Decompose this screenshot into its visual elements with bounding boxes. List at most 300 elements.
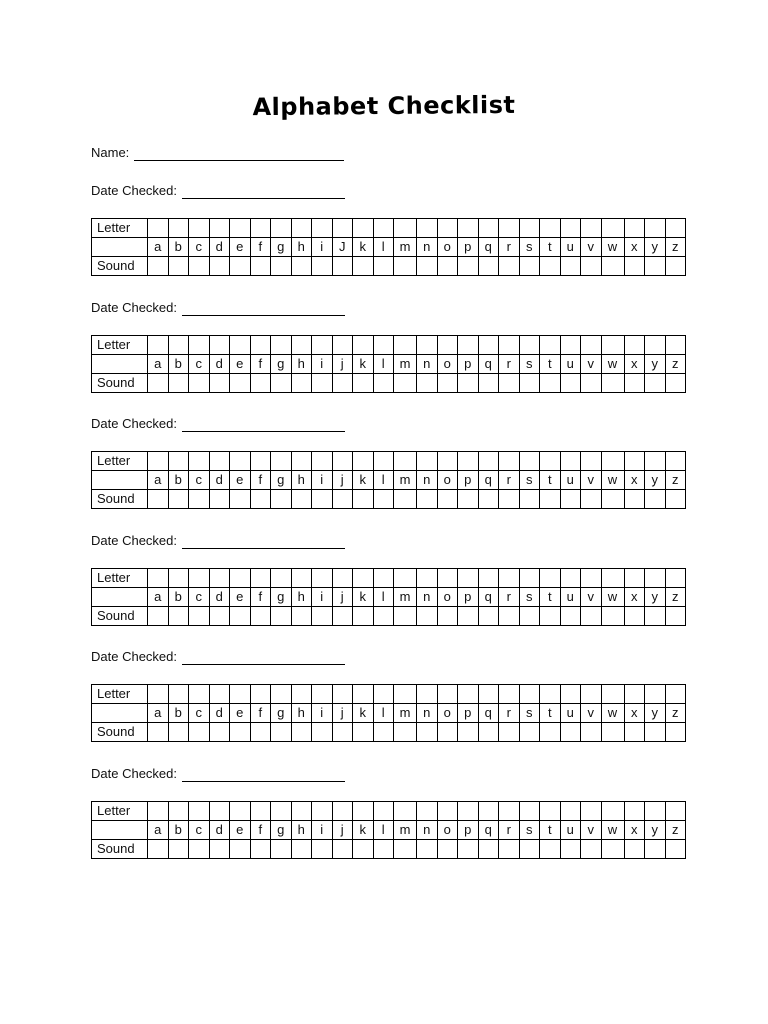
sound-check-cell[interactable] — [189, 257, 210, 276]
sound-check-cell[interactable] — [540, 374, 561, 393]
sound-check-cell[interactable] — [189, 607, 210, 626]
letter-check-cell[interactable] — [478, 219, 499, 238]
letter-check-cell[interactable] — [373, 802, 394, 821]
letter-check-cell[interactable] — [665, 452, 686, 471]
letter-check-cell[interactable] — [478, 685, 499, 704]
sound-check-cell[interactable] — [189, 490, 210, 509]
letter-check-cell[interactable] — [645, 685, 666, 704]
sound-check-cell[interactable] — [230, 723, 251, 742]
sound-check-cell[interactable] — [250, 257, 271, 276]
sound-check-cell[interactable] — [271, 374, 292, 393]
sound-check-cell[interactable] — [601, 374, 624, 393]
letter-check-cell[interactable] — [312, 802, 333, 821]
letter-check-cell[interactable] — [417, 569, 438, 588]
letter-check-cell[interactable] — [250, 336, 271, 355]
letter-check-cell[interactable] — [437, 219, 458, 238]
sound-check-cell[interactable] — [560, 490, 581, 509]
letter-check-cell[interactable] — [189, 685, 210, 704]
sound-check-cell[interactable] — [373, 490, 394, 509]
letter-check-cell[interactable] — [601, 685, 624, 704]
sound-check-cell[interactable] — [353, 257, 374, 276]
letter-check-cell[interactable] — [230, 219, 251, 238]
sound-check-cell[interactable] — [665, 840, 686, 859]
sound-check-cell[interactable] — [437, 257, 458, 276]
sound-check-cell[interactable] — [624, 257, 645, 276]
letter-check-cell[interactable] — [581, 802, 602, 821]
letter-check-cell[interactable] — [353, 685, 374, 704]
letter-check-cell[interactable] — [581, 569, 602, 588]
sound-check-cell[interactable] — [624, 607, 645, 626]
letter-check-cell[interactable] — [665, 219, 686, 238]
letter-check-cell[interactable] — [499, 569, 520, 588]
sound-check-cell[interactable] — [271, 840, 292, 859]
letter-check-cell[interactable] — [624, 219, 645, 238]
letter-check-cell[interactable] — [291, 685, 312, 704]
letter-check-cell[interactable] — [499, 219, 520, 238]
sound-check-cell[interactable] — [168, 490, 189, 509]
sound-check-cell[interactable] — [540, 840, 561, 859]
letter-check-cell[interactable] — [332, 569, 353, 588]
letter-check-cell[interactable] — [209, 685, 230, 704]
sound-check-cell[interactable] — [499, 723, 520, 742]
letter-check-cell[interactable] — [230, 336, 251, 355]
letter-check-cell[interactable] — [458, 569, 479, 588]
sound-check-cell[interactable] — [291, 374, 312, 393]
date-checked-blank-line[interactable] — [182, 534, 345, 549]
sound-check-cell[interactable] — [601, 840, 624, 859]
sound-check-cell[interactable] — [148, 257, 169, 276]
letter-check-cell[interactable] — [624, 685, 645, 704]
sound-check-cell[interactable] — [499, 607, 520, 626]
sound-check-cell[interactable] — [189, 723, 210, 742]
letter-check-cell[interactable] — [332, 336, 353, 355]
sound-check-cell[interactable] — [458, 607, 479, 626]
sound-check-cell[interactable] — [148, 607, 169, 626]
letter-check-cell[interactable] — [540, 569, 561, 588]
sound-check-cell[interactable] — [624, 374, 645, 393]
sound-check-cell[interactable] — [332, 723, 353, 742]
sound-check-cell[interactable] — [148, 490, 169, 509]
sound-check-cell[interactable] — [332, 840, 353, 859]
letter-check-cell[interactable] — [148, 569, 169, 588]
date-checked-blank-line[interactable] — [182, 650, 345, 665]
letter-check-cell[interactable] — [394, 336, 417, 355]
letter-check-cell[interactable] — [168, 569, 189, 588]
sound-check-cell[interactable] — [373, 374, 394, 393]
letter-check-cell[interactable] — [189, 336, 210, 355]
letter-check-cell[interactable] — [665, 336, 686, 355]
sound-check-cell[interactable] — [353, 607, 374, 626]
sound-check-cell[interactable] — [665, 374, 686, 393]
sound-check-cell[interactable] — [394, 607, 417, 626]
sound-check-cell[interactable] — [645, 840, 666, 859]
letter-check-cell[interactable] — [437, 569, 458, 588]
letter-check-cell[interactable] — [665, 685, 686, 704]
sound-check-cell[interactable] — [312, 723, 333, 742]
letter-check-cell[interactable] — [168, 219, 189, 238]
letter-check-cell[interactable] — [560, 569, 581, 588]
sound-check-cell[interactable] — [312, 490, 333, 509]
letter-check-cell[interactable] — [665, 569, 686, 588]
letter-check-cell[interactable] — [478, 569, 499, 588]
sound-check-cell[interactable] — [417, 374, 438, 393]
letter-check-cell[interactable] — [394, 802, 417, 821]
letter-check-cell[interactable] — [560, 802, 581, 821]
letter-check-cell[interactable] — [271, 452, 292, 471]
sound-check-cell[interactable] — [601, 490, 624, 509]
sound-check-cell[interactable] — [312, 374, 333, 393]
sound-check-cell[interactable] — [394, 374, 417, 393]
sound-check-cell[interactable] — [168, 723, 189, 742]
sound-check-cell[interactable] — [665, 490, 686, 509]
letter-check-cell[interactable] — [312, 219, 333, 238]
letter-check-cell[interactable] — [645, 569, 666, 588]
sound-check-cell[interactable] — [250, 490, 271, 509]
sound-check-cell[interactable] — [581, 607, 602, 626]
letter-check-cell[interactable] — [250, 569, 271, 588]
letter-check-cell[interactable] — [540, 685, 561, 704]
letter-check-cell[interactable] — [271, 802, 292, 821]
sound-check-cell[interactable] — [353, 374, 374, 393]
letter-check-cell[interactable] — [540, 336, 561, 355]
letter-check-cell[interactable] — [230, 569, 251, 588]
sound-check-cell[interactable] — [353, 490, 374, 509]
sound-check-cell[interactable] — [332, 490, 353, 509]
sound-check-cell[interactable] — [645, 607, 666, 626]
letter-check-cell[interactable] — [417, 452, 438, 471]
letter-check-cell[interactable] — [499, 802, 520, 821]
sound-check-cell[interactable] — [519, 607, 540, 626]
letter-check-cell[interactable] — [230, 685, 251, 704]
letter-check-cell[interactable] — [458, 685, 479, 704]
sound-check-cell[interactable] — [478, 257, 499, 276]
sound-check-cell[interactable] — [458, 723, 479, 742]
sound-check-cell[interactable] — [458, 257, 479, 276]
letter-check-cell[interactable] — [560, 336, 581, 355]
letter-check-cell[interactable] — [437, 802, 458, 821]
sound-check-cell[interactable] — [417, 723, 438, 742]
letter-check-cell[interactable] — [581, 685, 602, 704]
letter-check-cell[interactable] — [645, 802, 666, 821]
sound-check-cell[interactable] — [271, 607, 292, 626]
sound-check-cell[interactable] — [168, 257, 189, 276]
sound-check-cell[interactable] — [312, 257, 333, 276]
letter-check-cell[interactable] — [250, 685, 271, 704]
letter-check-cell[interactable] — [458, 336, 479, 355]
sound-check-cell[interactable] — [581, 490, 602, 509]
letter-check-cell[interactable] — [560, 452, 581, 471]
sound-check-cell[interactable] — [373, 257, 394, 276]
letter-check-cell[interactable] — [581, 336, 602, 355]
sound-check-cell[interactable] — [250, 607, 271, 626]
sound-check-cell[interactable] — [250, 723, 271, 742]
sound-check-cell[interactable] — [478, 723, 499, 742]
letter-check-cell[interactable] — [353, 452, 374, 471]
letter-check-cell[interactable] — [312, 569, 333, 588]
sound-check-cell[interactable] — [581, 374, 602, 393]
sound-check-cell[interactable] — [437, 723, 458, 742]
letter-check-cell[interactable] — [417, 802, 438, 821]
letter-check-cell[interactable] — [373, 569, 394, 588]
letter-check-cell[interactable] — [665, 802, 686, 821]
letter-check-cell[interactable] — [230, 452, 251, 471]
letter-check-cell[interactable] — [332, 219, 353, 238]
sound-check-cell[interactable] — [394, 723, 417, 742]
sound-check-cell[interactable] — [581, 257, 602, 276]
sound-check-cell[interactable] — [499, 490, 520, 509]
letter-check-cell[interactable] — [209, 569, 230, 588]
sound-check-cell[interactable] — [645, 257, 666, 276]
letter-check-cell[interactable] — [560, 219, 581, 238]
letter-check-cell[interactable] — [353, 336, 374, 355]
letter-check-cell[interactable] — [437, 452, 458, 471]
sound-check-cell[interactable] — [560, 257, 581, 276]
sound-check-cell[interactable] — [291, 840, 312, 859]
sound-check-cell[interactable] — [540, 607, 561, 626]
sound-check-cell[interactable] — [168, 840, 189, 859]
letter-check-cell[interactable] — [499, 452, 520, 471]
letter-check-cell[interactable] — [168, 802, 189, 821]
sound-check-cell[interactable] — [417, 490, 438, 509]
sound-check-cell[interactable] — [519, 723, 540, 742]
sound-check-cell[interactable] — [250, 840, 271, 859]
sound-check-cell[interactable] — [148, 840, 169, 859]
letter-check-cell[interactable] — [540, 452, 561, 471]
letter-check-cell[interactable] — [499, 685, 520, 704]
sound-check-cell[interactable] — [478, 607, 499, 626]
sound-check-cell[interactable] — [601, 607, 624, 626]
letter-check-cell[interactable] — [519, 452, 540, 471]
sound-check-cell[interactable] — [250, 374, 271, 393]
letter-check-cell[interactable] — [373, 336, 394, 355]
letter-check-cell[interactable] — [353, 569, 374, 588]
sound-check-cell[interactable] — [458, 840, 479, 859]
sound-check-cell[interactable] — [209, 374, 230, 393]
letter-check-cell[interactable] — [519, 219, 540, 238]
letter-check-cell[interactable] — [373, 219, 394, 238]
letter-check-cell[interactable] — [394, 569, 417, 588]
letter-check-cell[interactable] — [312, 685, 333, 704]
letter-check-cell[interactable] — [271, 685, 292, 704]
sound-check-cell[interactable] — [373, 840, 394, 859]
sound-check-cell[interactable] — [519, 374, 540, 393]
sound-check-cell[interactable] — [458, 490, 479, 509]
sound-check-cell[interactable] — [478, 374, 499, 393]
letter-check-cell[interactable] — [519, 336, 540, 355]
sound-check-cell[interactable] — [394, 490, 417, 509]
sound-check-cell[interactable] — [230, 840, 251, 859]
letter-check-cell[interactable] — [519, 569, 540, 588]
letter-check-cell[interactable] — [417, 685, 438, 704]
letter-check-cell[interactable] — [601, 219, 624, 238]
sound-check-cell[interactable] — [437, 374, 458, 393]
letter-check-cell[interactable] — [519, 802, 540, 821]
letter-check-cell[interactable] — [394, 685, 417, 704]
letter-check-cell[interactable] — [332, 685, 353, 704]
letter-check-cell[interactable] — [148, 452, 169, 471]
sound-check-cell[interactable] — [209, 490, 230, 509]
sound-check-cell[interactable] — [209, 723, 230, 742]
sound-check-cell[interactable] — [437, 607, 458, 626]
sound-check-cell[interactable] — [312, 607, 333, 626]
letter-check-cell[interactable] — [560, 685, 581, 704]
letter-check-cell[interactable] — [624, 569, 645, 588]
sound-check-cell[interactable] — [168, 607, 189, 626]
letter-check-cell[interactable] — [540, 219, 561, 238]
letter-check-cell[interactable] — [478, 336, 499, 355]
sound-check-cell[interactable] — [560, 723, 581, 742]
letter-check-cell[interactable] — [271, 219, 292, 238]
sound-check-cell[interactable] — [230, 490, 251, 509]
sound-check-cell[interactable] — [665, 257, 686, 276]
sound-check-cell[interactable] — [332, 374, 353, 393]
sound-check-cell[interactable] — [332, 607, 353, 626]
sound-check-cell[interactable] — [478, 490, 499, 509]
letter-check-cell[interactable] — [458, 452, 479, 471]
sound-check-cell[interactable] — [499, 840, 520, 859]
letter-check-cell[interactable] — [250, 452, 271, 471]
sound-check-cell[interactable] — [417, 607, 438, 626]
sound-check-cell[interactable] — [519, 840, 540, 859]
letter-check-cell[interactable] — [373, 452, 394, 471]
letter-check-cell[interactable] — [499, 336, 520, 355]
letter-check-cell[interactable] — [519, 685, 540, 704]
letter-check-cell[interactable] — [291, 452, 312, 471]
letter-check-cell[interactable] — [394, 219, 417, 238]
letter-check-cell[interactable] — [624, 802, 645, 821]
sound-check-cell[interactable] — [417, 840, 438, 859]
letter-check-cell[interactable] — [291, 336, 312, 355]
letter-check-cell[interactable] — [312, 452, 333, 471]
letter-check-cell[interactable] — [148, 802, 169, 821]
letter-check-cell[interactable] — [189, 802, 210, 821]
letter-check-cell[interactable] — [209, 802, 230, 821]
letter-check-cell[interactable] — [312, 336, 333, 355]
date-checked-blank-line[interactable] — [182, 417, 345, 432]
letter-check-cell[interactable] — [189, 569, 210, 588]
letter-check-cell[interactable] — [394, 452, 417, 471]
sound-check-cell[interactable] — [665, 607, 686, 626]
sound-check-cell[interactable] — [148, 723, 169, 742]
sound-check-cell[interactable] — [458, 374, 479, 393]
letter-check-cell[interactable] — [189, 219, 210, 238]
sound-check-cell[interactable] — [417, 257, 438, 276]
letter-check-cell[interactable] — [168, 685, 189, 704]
letter-check-cell[interactable] — [209, 219, 230, 238]
letter-check-cell[interactable] — [624, 452, 645, 471]
letter-check-cell[interactable] — [373, 685, 394, 704]
sound-check-cell[interactable] — [560, 374, 581, 393]
letter-check-cell[interactable] — [540, 802, 561, 821]
sound-check-cell[interactable] — [601, 257, 624, 276]
sound-check-cell[interactable] — [168, 374, 189, 393]
letter-check-cell[interactable] — [332, 802, 353, 821]
sound-check-cell[interactable] — [291, 257, 312, 276]
sound-check-cell[interactable] — [645, 374, 666, 393]
sound-check-cell[interactable] — [271, 257, 292, 276]
sound-check-cell[interactable] — [478, 840, 499, 859]
sound-check-cell[interactable] — [312, 840, 333, 859]
letter-check-cell[interactable] — [271, 336, 292, 355]
letter-check-cell[interactable] — [291, 802, 312, 821]
sound-check-cell[interactable] — [519, 490, 540, 509]
letter-check-cell[interactable] — [291, 569, 312, 588]
sound-check-cell[interactable] — [519, 257, 540, 276]
sound-check-cell[interactable] — [189, 840, 210, 859]
letter-check-cell[interactable] — [230, 802, 251, 821]
letter-check-cell[interactable] — [148, 685, 169, 704]
sound-check-cell[interactable] — [540, 490, 561, 509]
sound-check-cell[interactable] — [581, 840, 602, 859]
sound-check-cell[interactable] — [665, 723, 686, 742]
date-checked-blank-line[interactable] — [182, 301, 345, 316]
letter-check-cell[interactable] — [601, 452, 624, 471]
date-checked-blank-line[interactable] — [182, 184, 345, 199]
letter-check-cell[interactable] — [353, 219, 374, 238]
sound-check-cell[interactable] — [394, 840, 417, 859]
letter-check-cell[interactable] — [417, 219, 438, 238]
letter-check-cell[interactable] — [250, 802, 271, 821]
sound-check-cell[interactable] — [209, 840, 230, 859]
sound-check-cell[interactable] — [645, 490, 666, 509]
letter-check-cell[interactable] — [353, 802, 374, 821]
sound-check-cell[interactable] — [540, 723, 561, 742]
letter-check-cell[interactable] — [458, 219, 479, 238]
sound-check-cell[interactable] — [291, 607, 312, 626]
letter-check-cell[interactable] — [624, 336, 645, 355]
letter-check-cell[interactable] — [209, 452, 230, 471]
sound-check-cell[interactable] — [373, 607, 394, 626]
name-blank-line[interactable] — [134, 146, 344, 161]
letter-check-cell[interactable] — [458, 802, 479, 821]
sound-check-cell[interactable] — [437, 840, 458, 859]
sound-check-cell[interactable] — [601, 723, 624, 742]
letter-check-cell[interactable] — [645, 336, 666, 355]
letter-check-cell[interactable] — [478, 452, 499, 471]
sound-check-cell[interactable] — [394, 257, 417, 276]
sound-check-cell[interactable] — [230, 374, 251, 393]
sound-check-cell[interactable] — [560, 607, 581, 626]
letter-check-cell[interactable] — [417, 336, 438, 355]
letter-check-cell[interactable] — [189, 452, 210, 471]
sound-check-cell[interactable] — [230, 257, 251, 276]
letter-check-cell[interactable] — [332, 452, 353, 471]
sound-check-cell[interactable] — [624, 840, 645, 859]
letter-check-cell[interactable] — [271, 569, 292, 588]
letter-check-cell[interactable] — [168, 452, 189, 471]
sound-check-cell[interactable] — [624, 490, 645, 509]
letter-check-cell[interactable] — [437, 336, 458, 355]
sound-check-cell[interactable] — [353, 840, 374, 859]
letter-check-cell[interactable] — [581, 219, 602, 238]
sound-check-cell[interactable] — [581, 723, 602, 742]
sound-check-cell[interactable] — [499, 257, 520, 276]
sound-check-cell[interactable] — [291, 490, 312, 509]
letter-check-cell[interactable] — [148, 336, 169, 355]
sound-check-cell[interactable] — [332, 257, 353, 276]
letter-check-cell[interactable] — [478, 802, 499, 821]
letter-check-cell[interactable] — [148, 219, 169, 238]
sound-check-cell[interactable] — [271, 723, 292, 742]
sound-check-cell[interactable] — [624, 723, 645, 742]
sound-check-cell[interactable] — [645, 723, 666, 742]
letter-check-cell[interactable] — [601, 336, 624, 355]
sound-check-cell[interactable] — [148, 374, 169, 393]
sound-check-cell[interactable] — [230, 607, 251, 626]
sound-check-cell[interactable] — [540, 257, 561, 276]
sound-check-cell[interactable] — [209, 257, 230, 276]
letter-check-cell[interactable] — [581, 452, 602, 471]
